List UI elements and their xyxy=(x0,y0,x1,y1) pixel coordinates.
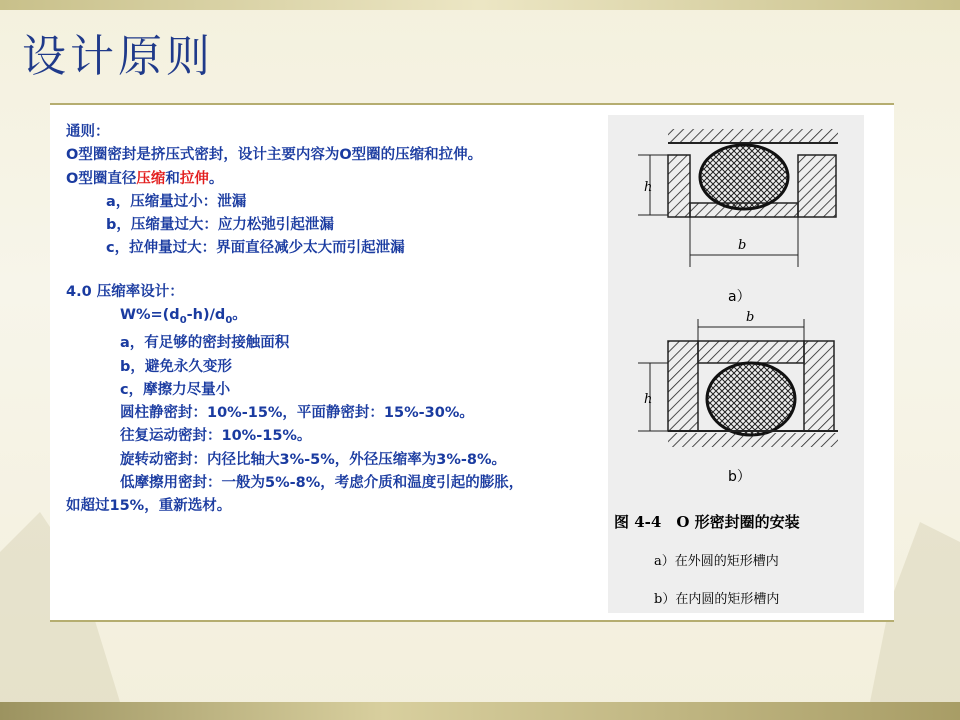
oring-b xyxy=(707,363,795,435)
oring-a xyxy=(700,145,788,209)
oring-installation-figure xyxy=(608,115,864,613)
figure-caption-b: b）在内圆的矩形槽内 xyxy=(654,592,780,607)
formula-sub-2: 0 xyxy=(225,314,233,326)
diagram-b xyxy=(638,310,838,485)
label-h-a: h xyxy=(644,180,653,195)
formula xyxy=(66,304,606,332)
section-compression-rate: 4.0 压缩率设计： xyxy=(66,283,184,300)
low-friction-seal-rate: 低摩擦用密封：一般为5%-8%，考虑介质和温度引起的膨胀， xyxy=(120,475,524,492)
reciprocating-seal-rate: 往复运动密封：10%-15%。 xyxy=(120,428,312,445)
requirement-c: c，摩擦力尽量小 xyxy=(120,381,231,398)
formula-sub-1: 0 xyxy=(179,314,187,326)
groove-wall-right-b xyxy=(804,341,834,431)
top-decor-band xyxy=(0,0,960,10)
oring-diagram xyxy=(608,115,864,613)
reselect-material: 如超过15%，重新选材。 xyxy=(66,498,232,515)
line2-mid: 和 xyxy=(165,170,180,187)
bottom-decor-band xyxy=(0,702,960,720)
rotary-seal-rate: 旋转动密封：内径比轴大3%-5%，外径压缩率为3%-8%。 xyxy=(120,451,507,468)
spacer xyxy=(66,261,606,281)
formula-w: W%=(d xyxy=(120,307,180,324)
requirement-b: b，避免永久变形 xyxy=(120,358,232,375)
text-content xyxy=(66,121,606,519)
text-line-1: O型圈密封是挤压式密封，设计主要内容为O型圈的压缩和拉伸。 xyxy=(66,147,483,164)
item-a: a，压缩量过小：泄漏 xyxy=(106,193,247,210)
static-seal-rate: 圆柱静密封：10%-15%，平面静密封：15%-30%。 xyxy=(120,405,474,422)
highlight-compress: 压缩 xyxy=(136,170,166,187)
label-h-b: h xyxy=(644,392,653,407)
formula-mid: -h)/d xyxy=(186,307,226,324)
formula-end: 。 xyxy=(232,307,247,324)
content-box xyxy=(50,103,894,622)
figure-caption: 图 4-4 O 形密封圈的安装 xyxy=(614,513,800,531)
highlight-stretch: 拉伸 xyxy=(179,170,209,187)
label-b-a: b xyxy=(738,238,747,253)
figure-caption-a: a）在外圆的矩形槽内 xyxy=(654,554,779,569)
diagram-a xyxy=(638,129,838,305)
label-diagram-b: b） xyxy=(728,469,751,485)
groove-wall-left-b xyxy=(668,341,698,431)
label-diagram-a: a） xyxy=(728,289,751,305)
text-line-2 xyxy=(66,168,606,191)
groove-wall-right-a xyxy=(798,155,836,217)
requirement-a: a，有足够的密封接触面积 xyxy=(120,335,290,352)
groove-wall-left-a xyxy=(668,155,690,217)
housing-top-a xyxy=(668,129,838,143)
line2-pre: O型圈直径 xyxy=(66,170,137,187)
line2-post: 。 xyxy=(208,170,224,187)
item-b: b，压缩量过大：应力松弛引起泄漏 xyxy=(106,217,334,234)
label-b-b: b xyxy=(746,310,755,325)
groove-top-b xyxy=(698,341,804,363)
shaft-bottom-b xyxy=(668,433,838,447)
slide-title: 设计原则 xyxy=(22,31,214,82)
item-c: c，拉伸量过大：界面直径减少太大而引起泄漏 xyxy=(106,240,405,257)
heading-general: 通则： xyxy=(66,124,110,140)
